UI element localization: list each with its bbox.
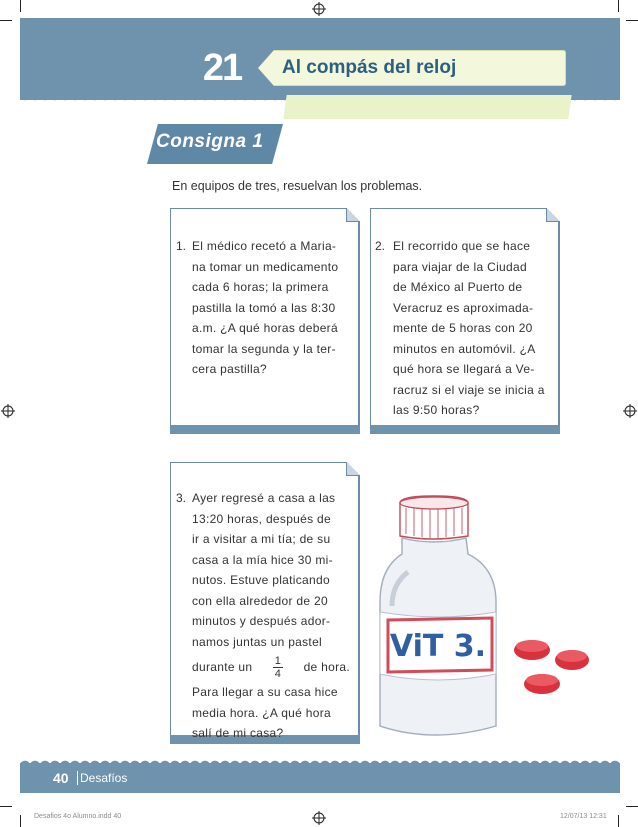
fraction-numerator: 1 xyxy=(274,654,282,667)
bottle-cap xyxy=(400,496,468,539)
red-pills xyxy=(514,640,589,694)
crop-mark xyxy=(626,20,638,21)
text-line: Veracruz es aproximada- xyxy=(393,300,534,315)
text-line: racruz si el viaje se inicia a xyxy=(393,382,545,397)
consigna-label: Consigna 1 xyxy=(156,131,264,152)
folded-corner xyxy=(346,208,360,222)
text-fragment: durante un xyxy=(192,659,253,674)
text-line: Para llegar a su casa hice xyxy=(192,685,338,699)
crop-mark xyxy=(20,815,21,827)
text-line: namos juntas un pastel xyxy=(192,634,323,649)
text-line: El recorrido que se hace xyxy=(393,239,531,253)
registration-mark-icon xyxy=(1,404,15,418)
text-line: Ayer regresé a casa a las xyxy=(192,491,336,505)
text-line: salí de mi casa? xyxy=(192,726,284,740)
text-line: a.m. ¿A qué horas deberá xyxy=(192,321,338,335)
folded-corner xyxy=(546,208,560,222)
text-line: minutos y después ador- xyxy=(192,614,331,628)
text-line: ir a visitar a mi tía; de su xyxy=(192,532,331,546)
footer-separator xyxy=(77,771,78,785)
problem-text-1 xyxy=(192,236,350,380)
text-line: tomar la segunda y la ter- xyxy=(192,341,336,356)
footer-section-label: Desafíos xyxy=(80,771,128,785)
text-fragment: de hora. xyxy=(303,659,350,674)
vitamin-bottle-illustration xyxy=(372,494,612,744)
card-bottom-bar xyxy=(370,425,560,434)
text-line: de México al Puerto de xyxy=(393,280,523,294)
registration-mark-icon xyxy=(312,2,326,16)
crop-mark xyxy=(0,806,12,807)
card-bottom-bar xyxy=(170,425,360,434)
text-line: cada 6 horas; la primera xyxy=(192,280,329,294)
crop-mark xyxy=(618,815,619,827)
text-line: na tomar un medicamento xyxy=(192,259,339,274)
title-ribbon xyxy=(283,95,571,119)
problem-number: 2. xyxy=(375,239,386,253)
crop-mark xyxy=(20,0,21,12)
folded-corner xyxy=(346,462,360,476)
text-line: qué hora se llegará a Ve- xyxy=(393,362,535,376)
text-line: mente de 5 horas con 20 xyxy=(393,321,533,335)
registration-mark-icon xyxy=(312,811,326,825)
problem-text-2 xyxy=(393,236,550,421)
text-line: nutos. Estuve platicando xyxy=(192,573,330,587)
crop-mark xyxy=(0,20,12,21)
fraction-line xyxy=(192,652,350,682)
text-line: cera pastilla? xyxy=(192,362,267,376)
text-line: pastilla la tomó a las 8:30 xyxy=(192,300,336,315)
page-number: 40 xyxy=(53,770,69,786)
text-line: con ella alrededor de 20 xyxy=(192,593,328,608)
text-line: 13:20 horas, después de xyxy=(192,511,331,526)
fraction xyxy=(273,655,283,680)
label-text: ViT 3. xyxy=(389,629,487,664)
lesson-number: 21 xyxy=(202,47,242,89)
slug-left: Desafios 4o Alumno.indd 40 xyxy=(34,813,122,820)
text-line: casa a la mía hice 30 mi- xyxy=(192,552,333,567)
registration-mark-icon xyxy=(623,404,637,418)
text-line: media hora. ¿A qué hora xyxy=(192,705,331,720)
text-line: para viajar de la Ciudad xyxy=(393,259,527,274)
text-line: El médico recetó a Maria- xyxy=(192,239,337,253)
problem-number: 3. xyxy=(176,491,187,505)
instructions-text: En equipos de tres, resuelvan los problemas. xyxy=(172,179,423,193)
slug-right: 12/07/13 12:31 xyxy=(560,813,607,820)
problem-number: 1. xyxy=(176,239,187,253)
crop-mark xyxy=(618,0,619,12)
text-line: las 9:50 horas? xyxy=(393,403,480,417)
problem-text-3 xyxy=(192,488,350,744)
crop-mark xyxy=(626,806,638,807)
text-line: minutos en automóvil. ¿A xyxy=(393,341,536,356)
fraction-denominator: 4 xyxy=(274,667,282,680)
lesson-title: Al compás del reloj xyxy=(282,57,457,78)
